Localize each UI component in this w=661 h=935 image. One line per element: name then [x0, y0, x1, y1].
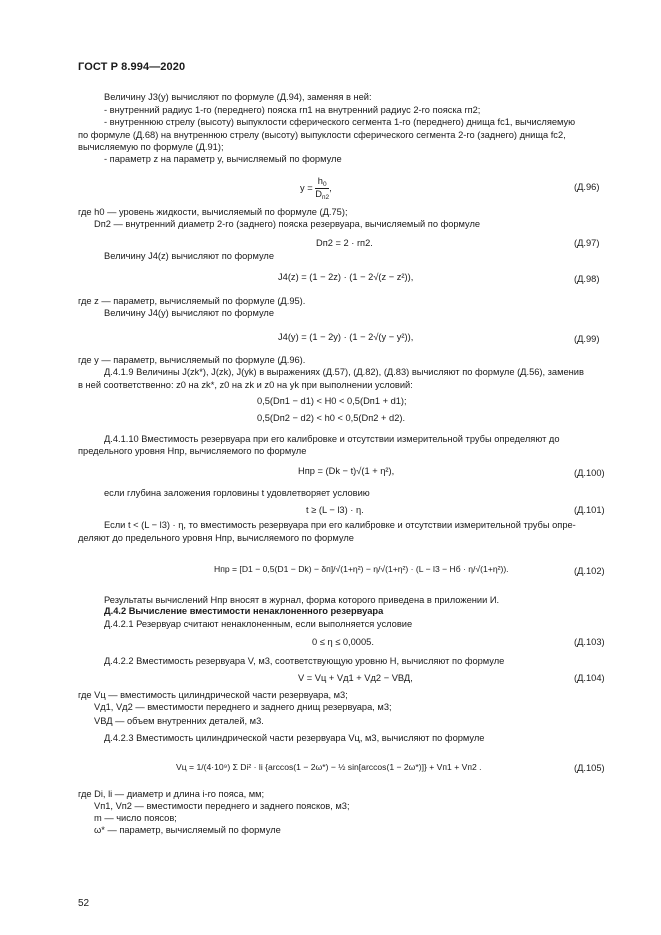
text-line: Величину J4(y) вычисляют по формуле: [104, 308, 275, 318]
equation-number: (Д.103): [574, 637, 605, 647]
text-line: где h0 — уровень жидкости, вычисляемый по формуле (Д.75);: [78, 207, 348, 217]
text-line: Д.4.2.2 Вместимость резервуара V, м3, соответствующую уровню H, вычисляют по формуле: [104, 656, 505, 666]
page-number: 52: [78, 898, 90, 909]
text-line: VВД — объем внутренних деталей, м3.: [94, 716, 264, 726]
equation-number: (Д.102): [574, 566, 605, 576]
equation-number: (Д.104): [574, 673, 605, 683]
text-line: Результаты вычислений Hпр вносят в журнал, форма которого приведена в приложении И.: [104, 595, 500, 605]
equation-number: (Д.96): [574, 182, 600, 192]
text-line: в ней соответственно: z0 на zk*, z0 на zk и z0 на yk при выполнении условий:: [78, 380, 413, 390]
text-line: деляют до предельного уровня Hпр, вычисляемого по формуле: [78, 533, 354, 543]
formula-d104: V = Vц + Vд1 + Vд2 − VВД,: [298, 673, 413, 683]
text-line: - внутреннюю стрелу (высоту) выпуклости сферического сегмента 1-го (переднего) днища fс1, вычисляемую: [104, 117, 576, 127]
text-line: - внутренний радиус 1-го (переднего) пояска rп1 на внутренний радиус 2-го пояска rп2;: [104, 105, 481, 115]
condition-2: 0,5(Dп2 − d2) < h0 < 0,5(Dп2 + d2).: [257, 413, 406, 423]
formula-d105: Vц = 1/(4·10⁹) Σ Di² · li {arccos(1 − 2ω*) − ½ sin[arccos(1 − 2ω*)]} + Vп1 + Vп2 .: [176, 762, 482, 772]
text-line: Vд1, Vд2 — вместимости переднего и заднего днищ резервуара, м3;: [94, 702, 392, 712]
text-line: Величину J3(y) вычисляют по формуле (Д.94), заменяя в ней:: [104, 92, 372, 102]
equation-number: (Д.100): [574, 468, 605, 478]
text-line: ω* — параметр, вычисляемый по формуле: [94, 825, 281, 835]
text-line: Величину J4(z) вычисляют по формуле: [104, 251, 275, 261]
text-line: Д.4.1.9 Величины J(zk*), J(zk), J(yk) в выражениях (Д.57), (Д.82), (Д.83) вычисляют по формуле (Д.56), заменив: [104, 367, 584, 377]
text-line: Д.4.2.1 Резервуар считают ненаклоненным, если выполняется условие: [104, 619, 413, 629]
text-line: где y — параметр, вычисляемый по формуле (Д.96).: [78, 355, 306, 365]
equation-number: (Д.105): [574, 763, 605, 773]
page-header: ГОСТ Р 8.994—2020: [78, 61, 186, 73]
equation-number: (Д.99): [574, 334, 600, 344]
formula-d98: J4(z) = (1 − 2z) · (1 − 2√(z − z²)),: [278, 272, 414, 282]
formula-d99: J4(y) = (1 − 2y) · (1 − 2√(y − y²)),: [278, 332, 414, 342]
formula-d102: Hпр = [D1 − 0,5(D1 − Dk) − δп]/√(1+η²) − η/√(1+η²) · (L − l3 − Hб · η/√(1+η²)).: [214, 564, 509, 574]
text-line: если глубина заложения горловины t удовлетворяет условию: [104, 488, 370, 498]
text-line: - параметр z на параметр y, вычисляемый по формуле: [104, 154, 342, 164]
text-line: Vп1, Vп2 — вместимости переднего и заднего поясков, м3;: [94, 801, 350, 811]
formula-d103: 0 ≤ η ≤ 0,0005.: [312, 637, 374, 647]
text-line: m — число поясов;: [94, 813, 177, 823]
text-line: Д.4.2.3 Вместимость цилиндрической части резервуара Vц, м3, вычисляют по формуле: [104, 733, 485, 743]
section-heading: Д.4.2 Вычисление вместимости ненаклоненного резервуара: [104, 606, 384, 616]
formula-d101: t ≥ (L − l3) · η.: [306, 505, 364, 515]
equation-number: (Д.101): [574, 505, 605, 515]
formula-d96: y = $\frac{h_0}{D_{п2}}$ ,: [300, 176, 332, 202]
text-line: где z — параметр, вычисляемый по формуле (Д.95).: [78, 296, 306, 306]
formula-d100: Hпр = (Dk − t)√(1 + η²),: [298, 466, 395, 476]
text-line: вычисляемую по формуле (Д.91);: [78, 142, 224, 152]
text-line: по формуле (Д.68) на внутреннюю стрелу (высоту) выпуклости сферического сегмента 2-го (заднего) днища fс2,: [78, 130, 566, 140]
condition-1: 0,5(Dп1 − d1) < H0 < 0,5(Dп1 + d1);: [257, 396, 407, 406]
equation-number: (Д.98): [574, 274, 600, 284]
text-line: Если t < (L − l3) · η, то вместимость резервуара при его калибровке и отсутствии измерительной трубы опре-: [104, 520, 576, 530]
text-line: предельного уровня Hпр, вычисляемого по формуле: [78, 446, 307, 456]
equation-number: (Д.97): [574, 238, 600, 248]
text-line: где Di, li — диаметр и длина i-го пояса, мм;: [78, 789, 265, 799]
text-line: где Vц — вместимость цилиндрической части резервуара, м3;: [78, 690, 348, 700]
formula-d97: Dп2 = 2 · rп2.: [316, 238, 373, 248]
text-line: Д.4.1.10 Вместимость резервуара при его калибровке и отсутствии измерительной трубы определяют до: [104, 434, 560, 444]
text-line: Dп2 — внутренний диаметр 2-го (заднего) пояска резервуара, вычисляемый по формуле: [94, 219, 481, 229]
